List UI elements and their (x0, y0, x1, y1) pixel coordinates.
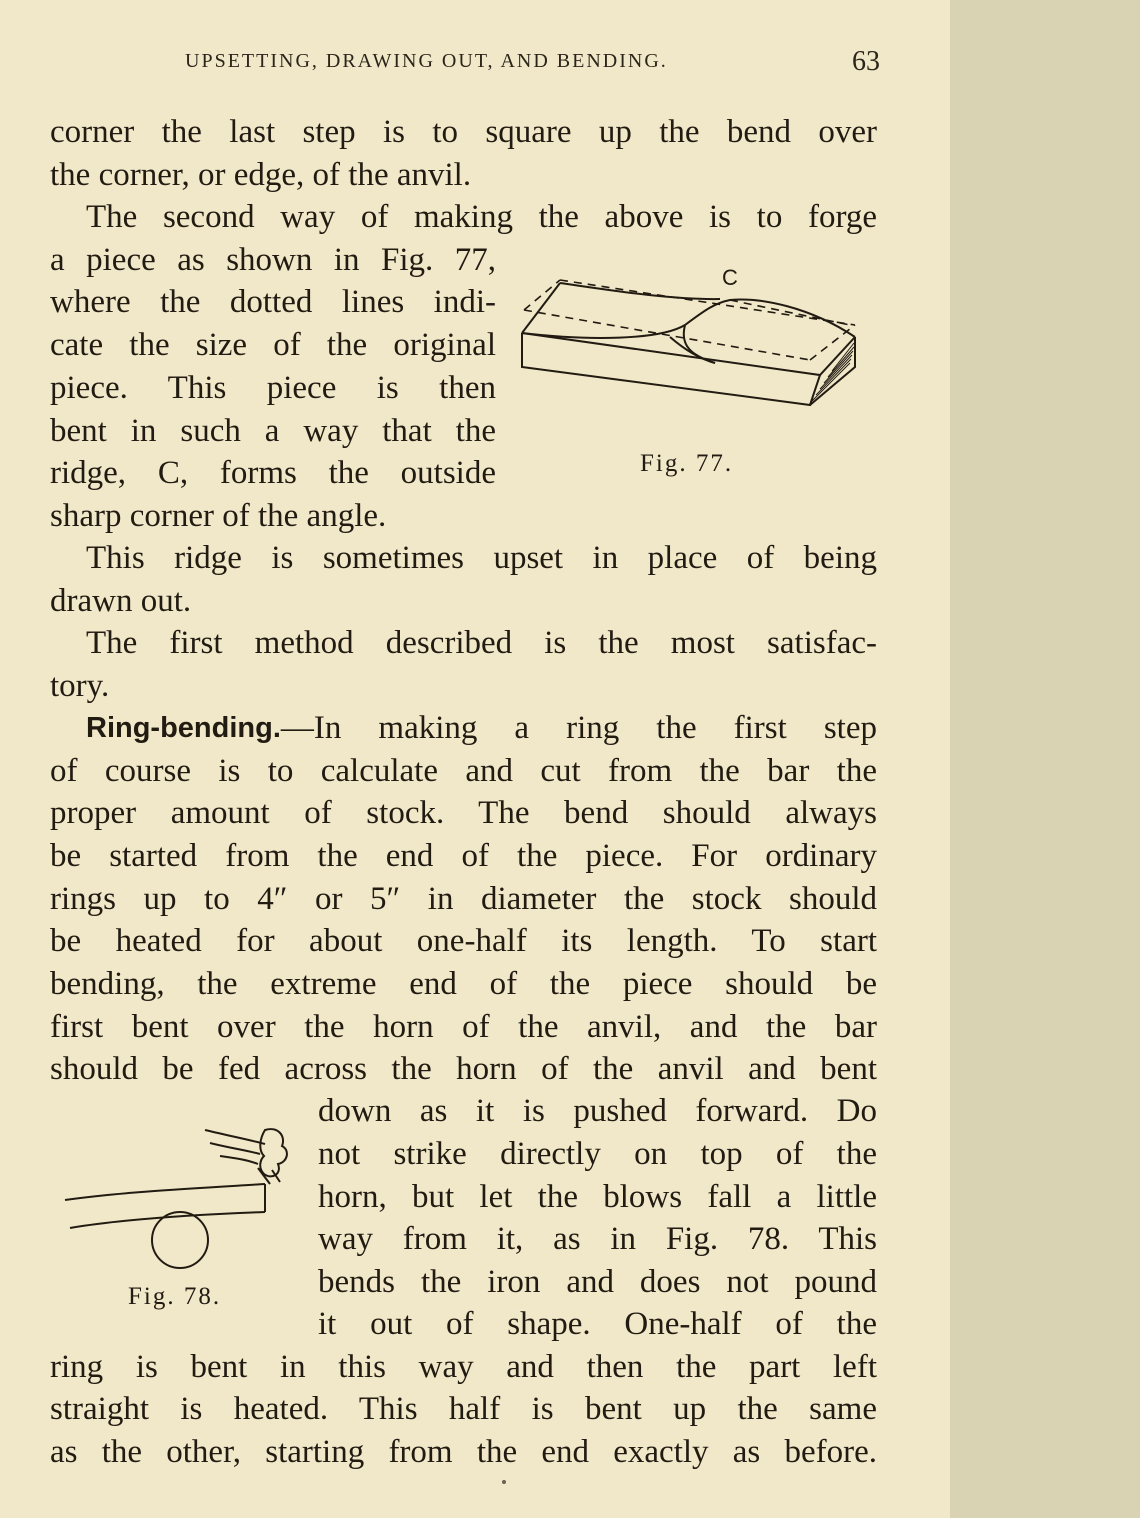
text-line: horn, but let the blows fall a little (318, 1179, 877, 1215)
text-line: —In making a ring the first step (280, 710, 877, 746)
text-line: way from it, as in Fig. 78. This (318, 1221, 877, 1257)
text-line: down as it is pushed forward. Do (318, 1093, 877, 1129)
thumbnail-sidebar[interactable] (950, 0, 1140, 1518)
text-line: straight is heated. This half is bent up the same (50, 1391, 877, 1427)
text-line: bending, the extreme end of the piece should be (50, 966, 877, 1002)
text-line: bends the iron and does not pound (318, 1264, 877, 1300)
text-line: tory. (50, 668, 110, 704)
text-line: should be fed across the horn of the anvil and bent (50, 1051, 877, 1087)
figure-77-drawing (510, 255, 880, 430)
text-line: cate the size of the original (50, 327, 496, 363)
text-line: a piece as shown in Fig. 77, (50, 242, 496, 278)
running-head: UPSETTING, DRAWING OUT, AND BENDING. (185, 50, 668, 72)
page-mark (502, 1480, 506, 1484)
text-line: sharp corner of the angle. (50, 498, 387, 534)
text-line: ridge, C, forms the outside (50, 455, 496, 491)
text-line: the corner, or edge, of the anvil. (50, 157, 472, 193)
text-line: proper amount of stock. The bend should always (50, 795, 877, 831)
figure-77-caption: Fig. 77. (640, 450, 734, 477)
text-line: as the other, starting from the end exactly as before. (50, 1434, 877, 1470)
text-line: drawn out. (50, 583, 192, 619)
ring-bending-heading: Ring-bending. (86, 712, 281, 744)
text-line: corner the last step is to square up the bend over (50, 114, 877, 150)
text-line: ring is bent in this way and then the part left (50, 1349, 877, 1385)
text-line: be heated for about one-half its length. To start (50, 923, 877, 959)
text-line: not strike directly on top of the (318, 1136, 877, 1172)
page-header (50, 46, 880, 80)
text-line: rings up to 4″ or 5″ in diameter the stock should (50, 881, 877, 917)
text-line: of course is to calculate and cut from the bar the (50, 753, 877, 789)
figure-78-caption: Fig. 78. (128, 1283, 222, 1310)
figure-77-label-c: C (722, 265, 738, 290)
text-line: be started from the end of the piece. For ordinary (50, 838, 877, 874)
text-line: it out of shape. One-half of the (318, 1306, 877, 1342)
text-line: The first method described is the most satisfac- (86, 625, 877, 661)
text-line: where the dotted lines indi- (50, 284, 496, 320)
text-line: first bent over the horn of the anvil, and the bar (50, 1009, 877, 1045)
text-line: piece. This piece is then (50, 370, 496, 406)
figure-78-drawing (60, 1118, 300, 1278)
text-line: The second way of making the above is to forge (86, 199, 877, 235)
text-line: This ridge is sometimes upset in place of being (86, 540, 877, 576)
ring-bending-first-line (86, 708, 877, 748)
text-line: bent in such a way that the (50, 413, 496, 449)
page-number: 63 (852, 46, 880, 77)
